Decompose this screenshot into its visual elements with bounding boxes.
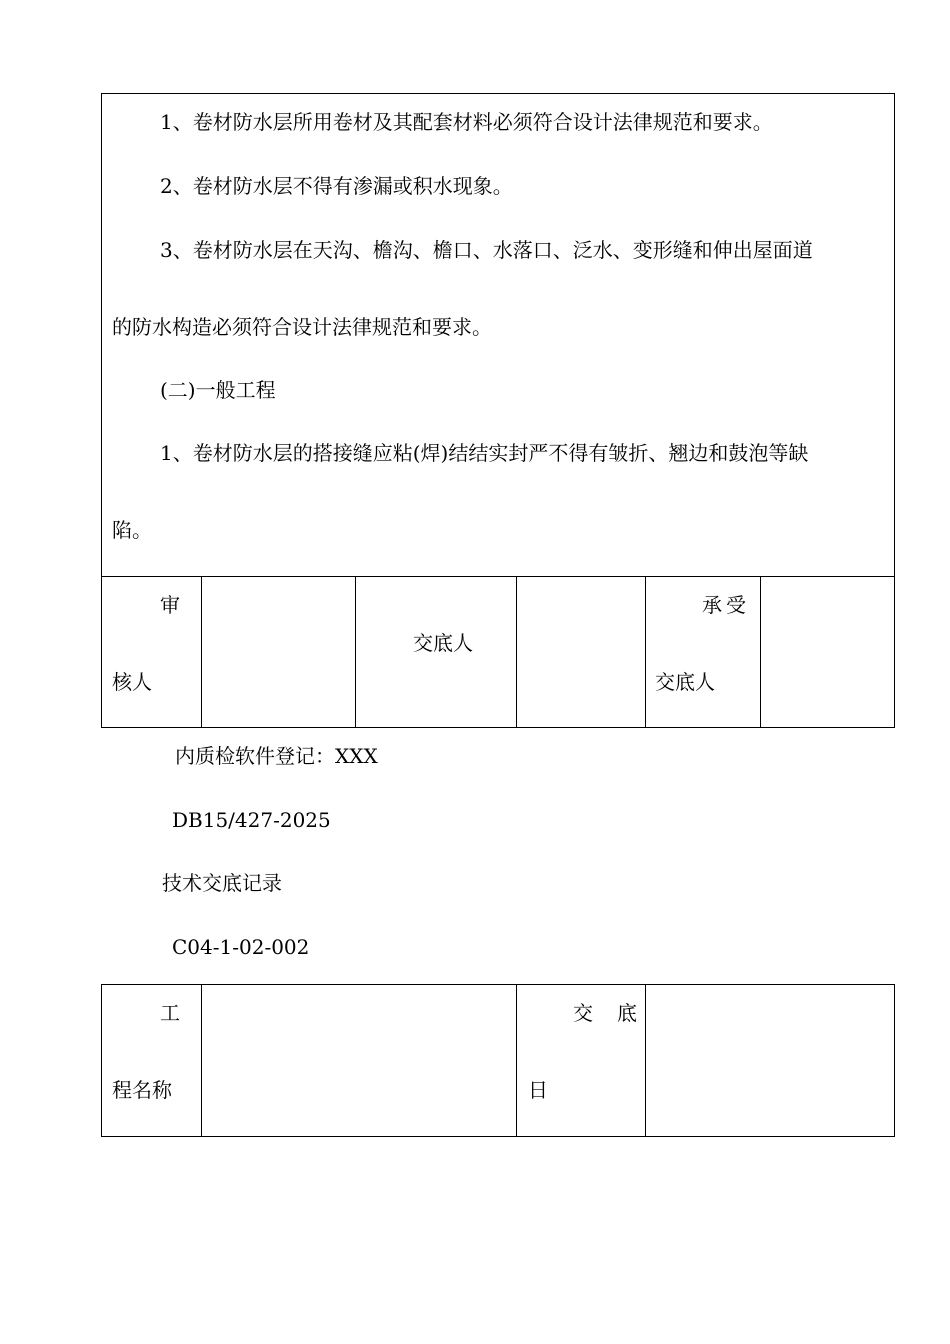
software-registration: 内质检软件登记：XXX <box>175 744 378 768</box>
sign-divider-5 <box>760 576 761 728</box>
content-line-2: 2、卷材防水层不得有渗漏或积水现象。 <box>160 174 513 198</box>
reviewer-label-top: 审 <box>160 593 180 617</box>
content-line-6: 1、卷材防水层的搭接缝应粘(焊)结结实封严不得有皱折、翘边和鼓泡等缺 <box>160 441 809 465</box>
reviewer-label-bottom: 核人 <box>112 670 152 694</box>
content-line-3: 3、卷材防水层在天沟、檐沟、檐口、水落口、泛水、变形缝和伸出屋面道 <box>160 238 813 262</box>
receiver-label-bottom: 交底人 <box>655 670 715 694</box>
form-code: C04-1-02-002 <box>172 935 310 959</box>
project-divider-1 <box>201 984 202 1137</box>
standard-number: DB15/427-2025 <box>172 808 331 832</box>
content-line-4: 的防水构造必须符合设计法律规范和要求。 <box>112 315 492 339</box>
date-label-top: 交 底 <box>573 1001 639 1025</box>
sign-divider-3 <box>516 576 517 728</box>
sign-row-top-border <box>101 576 895 577</box>
document-title: 技术交底记录 <box>162 871 282 895</box>
project-name-label-top: 工 <box>160 1001 180 1025</box>
project-divider-3 <box>645 984 646 1137</box>
content-line-7: 陷。 <box>112 518 152 542</box>
project-divider-2 <box>516 984 517 1137</box>
sign-divider-2 <box>355 576 356 728</box>
discloser-label: 交底人 <box>413 631 473 655</box>
receiver-label-top: 承受 <box>702 593 750 617</box>
date-label-bottom: 日 <box>528 1078 548 1102</box>
section-heading: (二)一般工程 <box>160 378 276 402</box>
content-line-1: 1、卷材防水层所用卷材及其配套材料必须符合设计法律规范和要求。 <box>160 110 773 134</box>
project-name-label-bottom: 程名称 <box>112 1078 172 1102</box>
sign-divider-4 <box>645 576 646 728</box>
sign-divider-1 <box>201 576 202 728</box>
project-table <box>101 984 895 1137</box>
